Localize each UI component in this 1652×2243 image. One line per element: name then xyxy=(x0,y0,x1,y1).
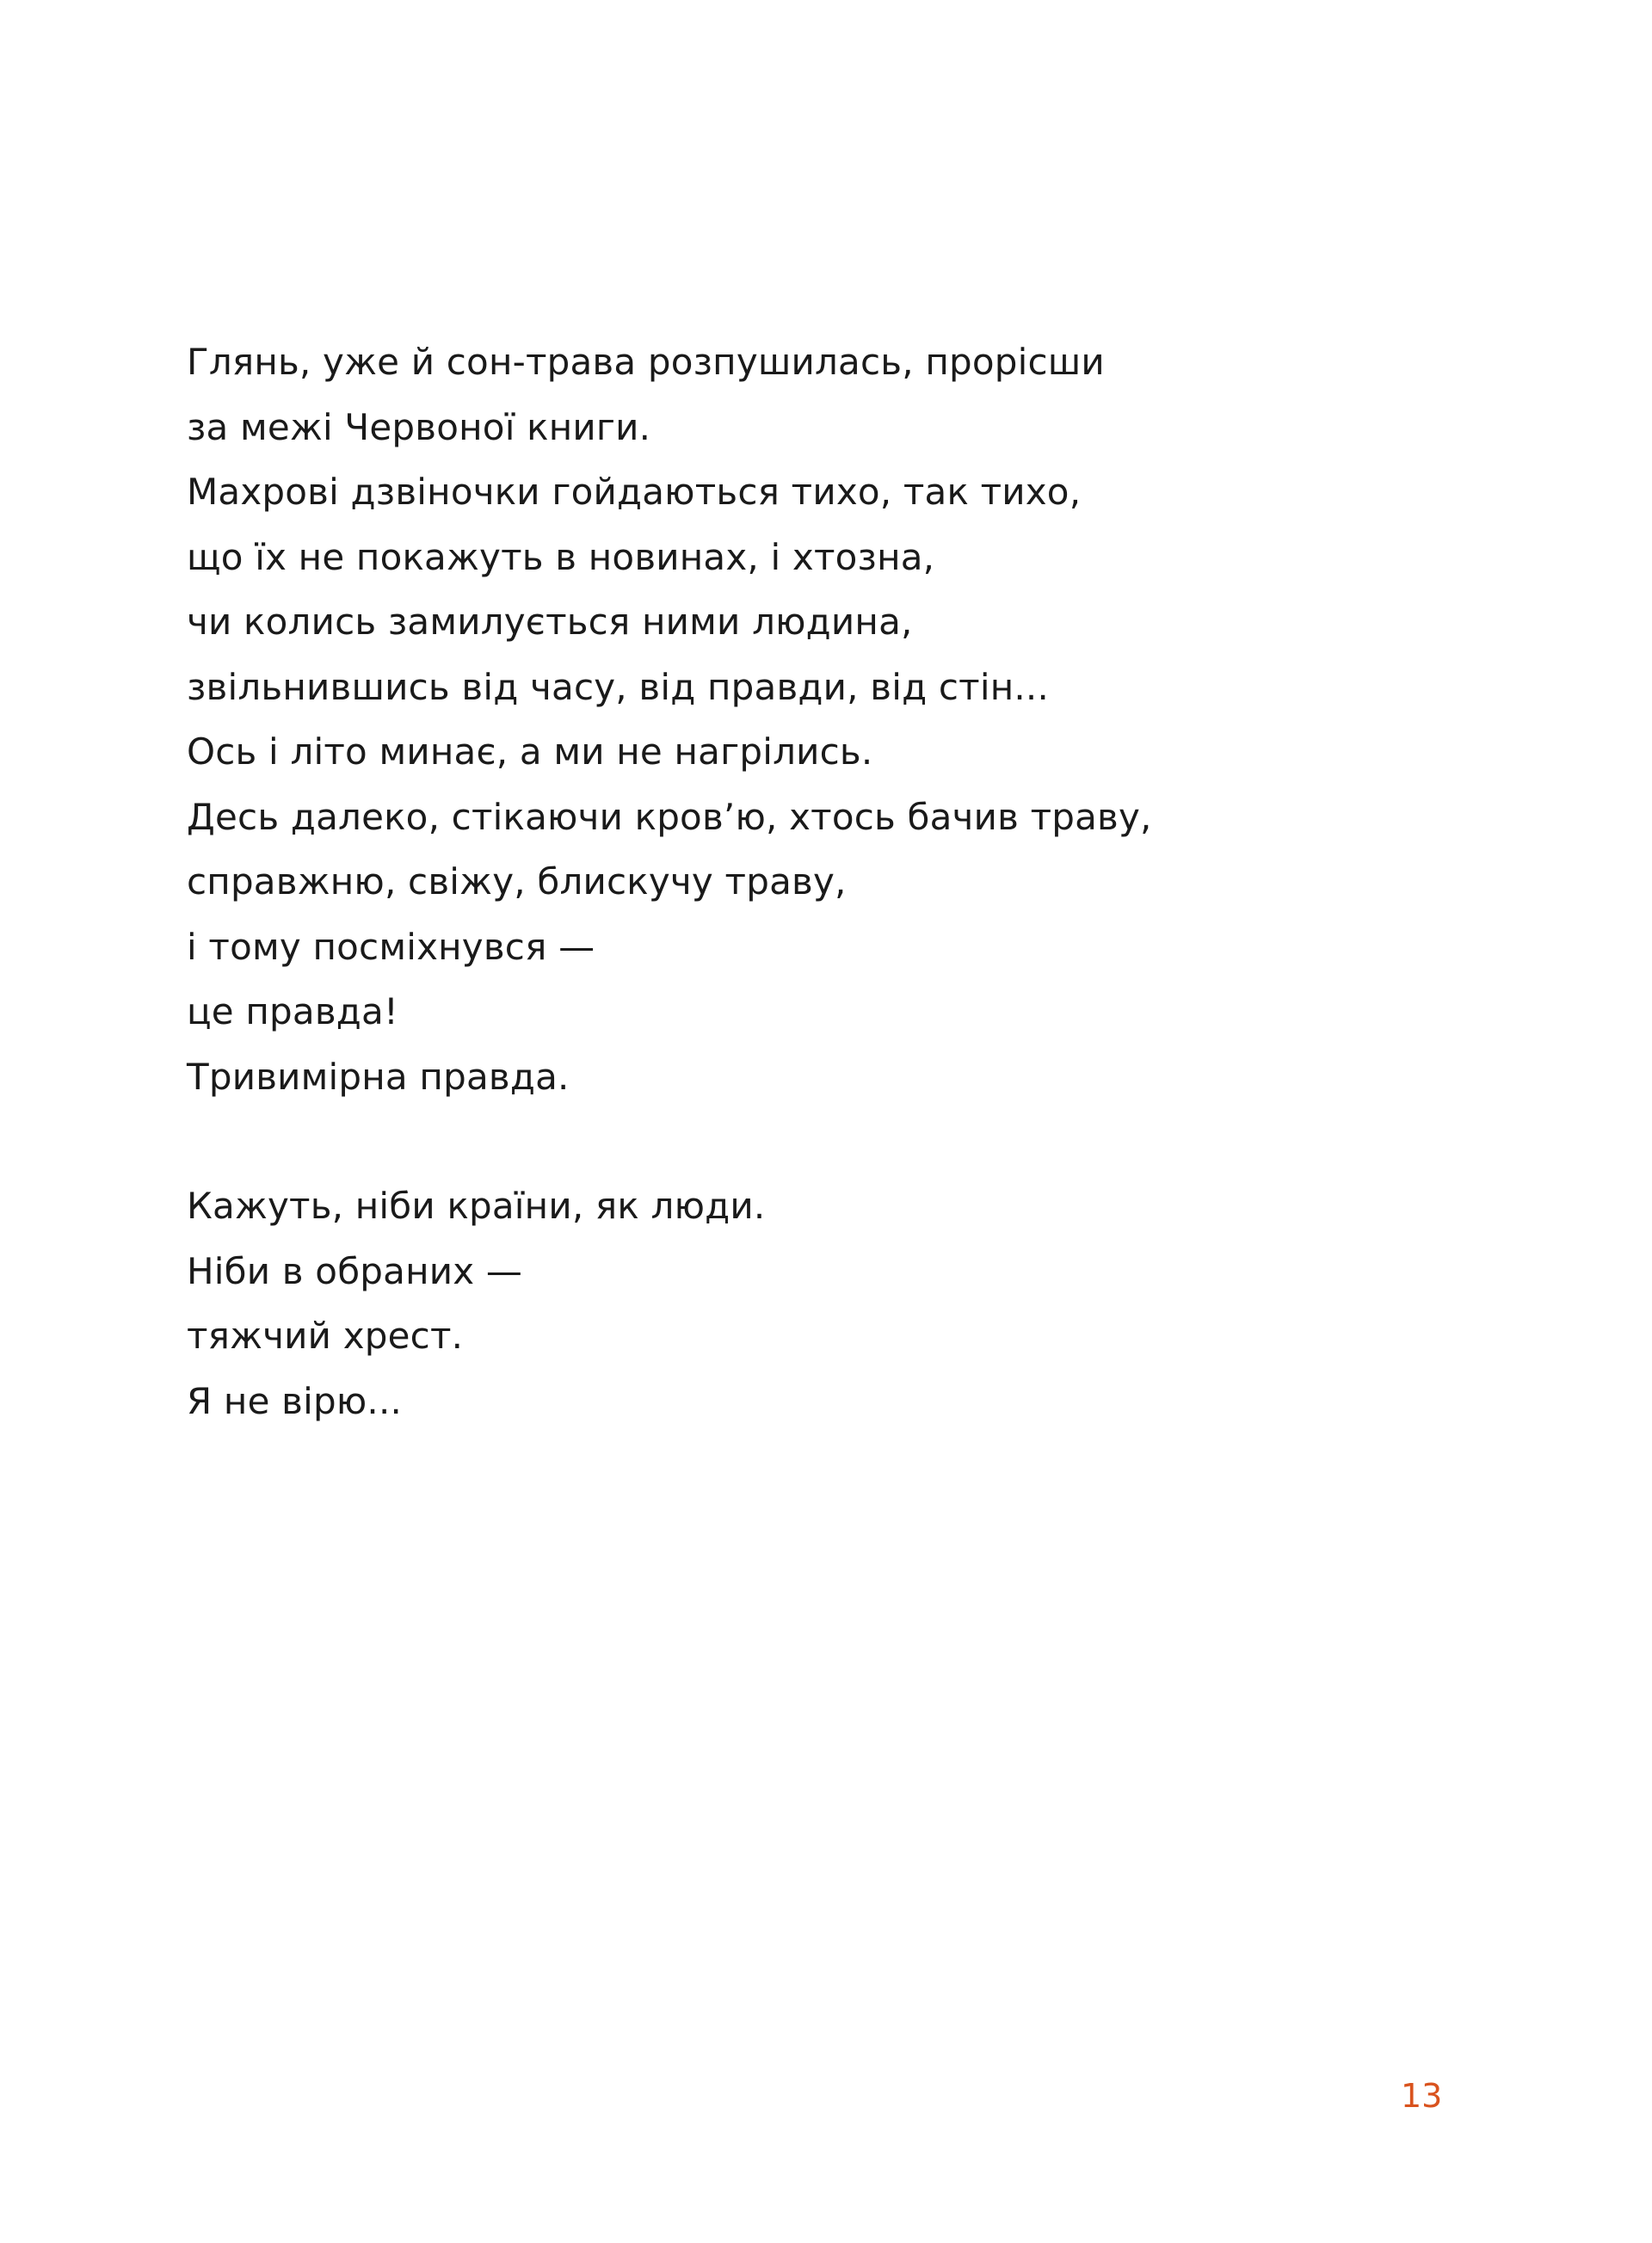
page-number: 13 xyxy=(1401,2077,1443,2115)
poem-line: Махрові дзвіночки гойдаються тихо, так тихо, xyxy=(187,471,1082,513)
poem-line: Тривимірна правда. xyxy=(187,1055,570,1098)
poem-line: і тому посміхнувся — xyxy=(187,925,595,968)
poem-line: за межі Червоної книги. xyxy=(187,405,651,448)
poem-line: Кажуть, ніби країни, як люди. xyxy=(187,1185,766,1227)
poem-line: Ось і літо минає, а ми не нагрілись. xyxy=(187,730,873,773)
poem-line: це правда! xyxy=(187,990,399,1032)
poem-line: справжню, свіжу, блискучу траву, xyxy=(187,860,847,903)
stanza-1 xyxy=(187,330,1460,1109)
poem-line: тяжчий хрест. xyxy=(187,1315,464,1357)
poem-line: звільнившись від часу, від правди, від стін... xyxy=(187,665,1050,708)
poem-line: що їх не покажуть в новинах, і хтозна, xyxy=(187,535,935,578)
poem-line: Я не вірю... xyxy=(187,1379,403,1422)
poem-line: Десь далеко, стікаючи кров’ю, хтось бачив траву, xyxy=(187,795,1152,838)
poem-line: Ніби в обраних — xyxy=(187,1249,523,1292)
stanza-2 xyxy=(187,1174,1460,1433)
poem-text xyxy=(187,330,1460,1433)
poem-line: чи колись замилується ними людина, xyxy=(187,601,913,643)
poem-line: Глянь, уже й сон-трава розпушилась, прорісши xyxy=(187,341,1105,383)
